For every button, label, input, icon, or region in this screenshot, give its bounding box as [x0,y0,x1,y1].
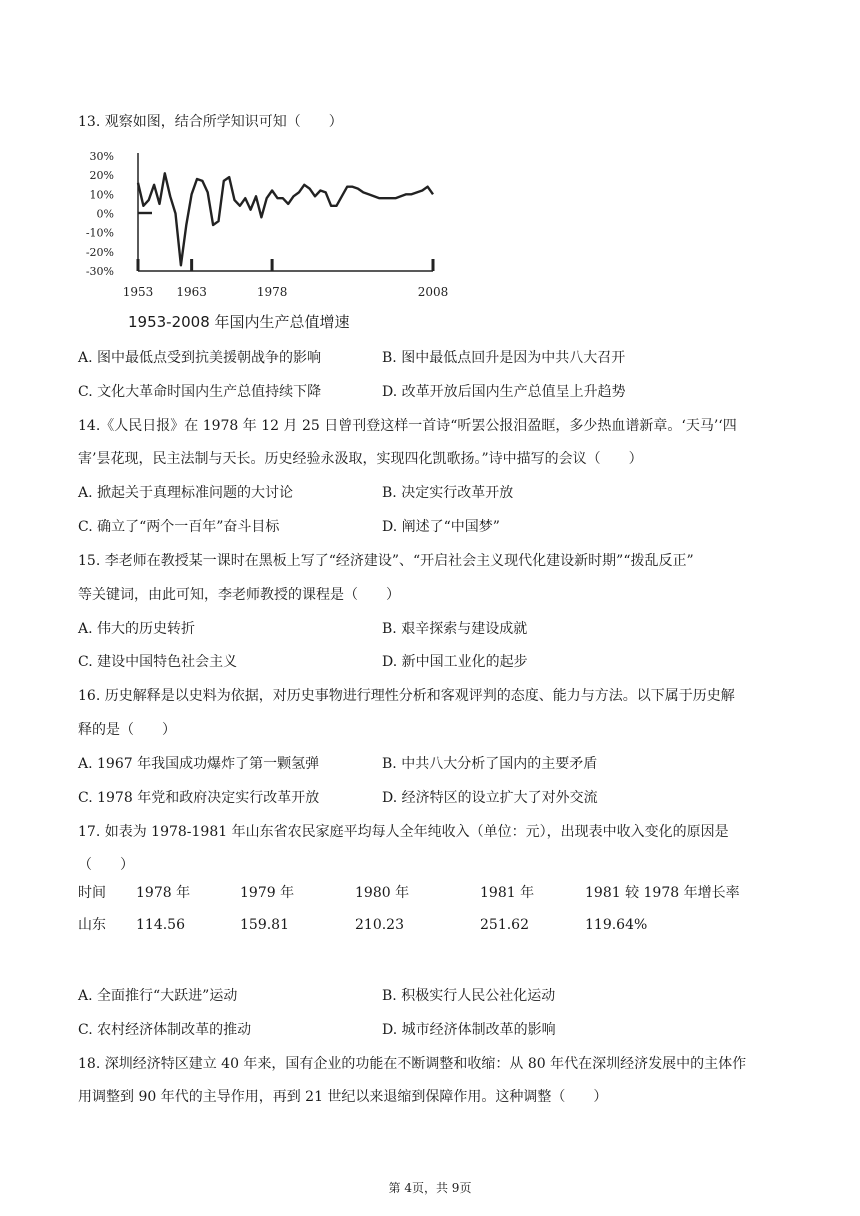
q15-option-c[interactable]: C. 建设中国特色社会主义 [78,654,238,670]
table-cell: 251.62 [480,917,529,933]
table-header-cell: 1978 年 [136,885,191,901]
table-header-cell: 1980 年 [355,885,410,901]
q17-option-a[interactable]: A. 全面推行“大跃进”运动 [78,988,238,1004]
y-tick-label: -10% [85,226,114,240]
q13-option-a[interactable]: A. 图中最低点受到抗美援朝战争的影响 [78,350,322,366]
table-cell: 119.64% [585,917,648,933]
q14-option-c[interactable]: C. 确立了“两个一百年”奋斗目标 [78,519,280,535]
q15-option-b[interactable]: B. 艰辛探索与建设成就 [382,621,528,637]
y-tick-label: -20% [85,245,114,259]
x-axis-ticks [123,285,449,299]
q18-stem-line1: 18. 深圳经济特区建立 40 年来，国有企业的功能在不断调整和收缩：从 80 年代在深圳经济发展中的主体作 [78,1056,747,1072]
y-tick-label: 20% [89,169,114,183]
q16-option-a[interactable]: A. 1967 年我国成功爆炸了第一颗氢弹 [78,756,320,772]
q18-stem-line2: 用调整到 90 年代的主导作用，再到 21 世纪以来退缩到保障作用。这种调整（ ） [78,1089,608,1105]
table-header-cell: 1979 年 [240,885,295,901]
y-axis-ticks [86,150,114,278]
y-tick-label: 0% [96,207,114,221]
q17-option-d[interactable]: D. 城市经济体制改革的影响 [382,1022,556,1038]
x-tick-label: 1953 [122,285,154,299]
q14-stem-line1: 14.《人民日报》在 1978 年 12 月 25 日曾刊登这样一首诗“听罢公报泪盈眶，多少热血谱新章。‘天马’‘四 [78,418,737,434]
q13-option-c[interactable]: C. 文化大革命时国内生产总值持续下降 [78,384,322,400]
q15-option-a[interactable]: A. 伟大的历史转折 [78,621,196,637]
q16-stem-line1: 16. 历史解释是以史料为依据，对历史事物进行理性分析和客观评判的态度、能力与方法。以下属于历史解 [78,688,735,704]
table-header-cell: 时间 [78,885,106,901]
q16-stem-line2: 释的是（ ） [78,722,176,738]
q13-stem: 13. 观察如图，结合所学知识可知（ ） [78,114,343,130]
table-header-cell: 1981 较 1978 年增长率 [585,885,740,901]
gdp-growth-line [138,173,433,265]
table-header-cell: 1981 年 [480,885,535,901]
x-tick-label: 1963 [176,285,207,299]
q13-option-b[interactable]: B. 图中最低点回升是因为中共八大召开 [382,350,626,366]
chart-title: 1953-2008 年国内生产总值增速 [128,313,350,331]
q17-option-b[interactable]: B. 积极实行人民公社化运动 [382,988,556,1004]
q16-option-d[interactable]: D. 经济特区的设立扩大了对外交流 [382,790,598,806]
q16-option-c[interactable]: C. 1978 年党和政府决定实行改革开放 [78,790,320,806]
table-cell: 114.56 [136,917,185,933]
y-tick-label: -30% [85,265,114,278]
y-tick-label: 30% [89,150,114,163]
q17-stem-line1: 17. 如表为 1978-1981 年山东省农民家庭平均每人全年纯收入（单位：元），出现表中收入变化的原因是 [78,824,729,840]
q14-option-b[interactable]: B. 决定实行改革开放 [382,485,514,501]
x-tick-label: 1978 [256,285,288,299]
q14-option-d[interactable]: D. 阐述了“中国梦” [382,519,500,535]
page-footer: 第 4页，共 9页 [388,1181,472,1195]
x-tick-label: 2008 [417,285,449,299]
q13-option-d[interactable]: D. 改革开放后国内生产总值呈上升趋势 [382,384,626,400]
q15-stem-line2: 等关键词，由此可知，李老师教授的课程是（ ） [78,587,400,603]
q14-stem-line2: 害’昙花现，民主法制与天长。历史经验永汲取，实现四化凯歌扬。”诗中描写的会议（ ） [78,451,643,467]
q16-option-b[interactable]: B. 中共八大分析了国内的主要矛盾 [382,756,598,772]
q15-stem-line1: 15. 李老师在教授某一课时在黑板上写了“经济建设”、“开启社会主义现代化建设新时期”“拨乱反正” [78,553,694,569]
table-cell: 山东 [78,917,106,933]
q14-option-a[interactable]: A. 掀起关于真理标准问题的大讨论 [78,485,294,501]
q17-stem-line2: （ ） [78,857,134,873]
q15-option-d[interactable]: D. 新中国工业化的起步 [382,654,528,670]
q17-option-c[interactable]: C. 农村经济体制改革的推动 [78,1022,252,1038]
table-cell: 210.23 [355,917,404,933]
y-tick-label: 10% [89,188,114,202]
table-cell: 159.81 [240,917,289,933]
